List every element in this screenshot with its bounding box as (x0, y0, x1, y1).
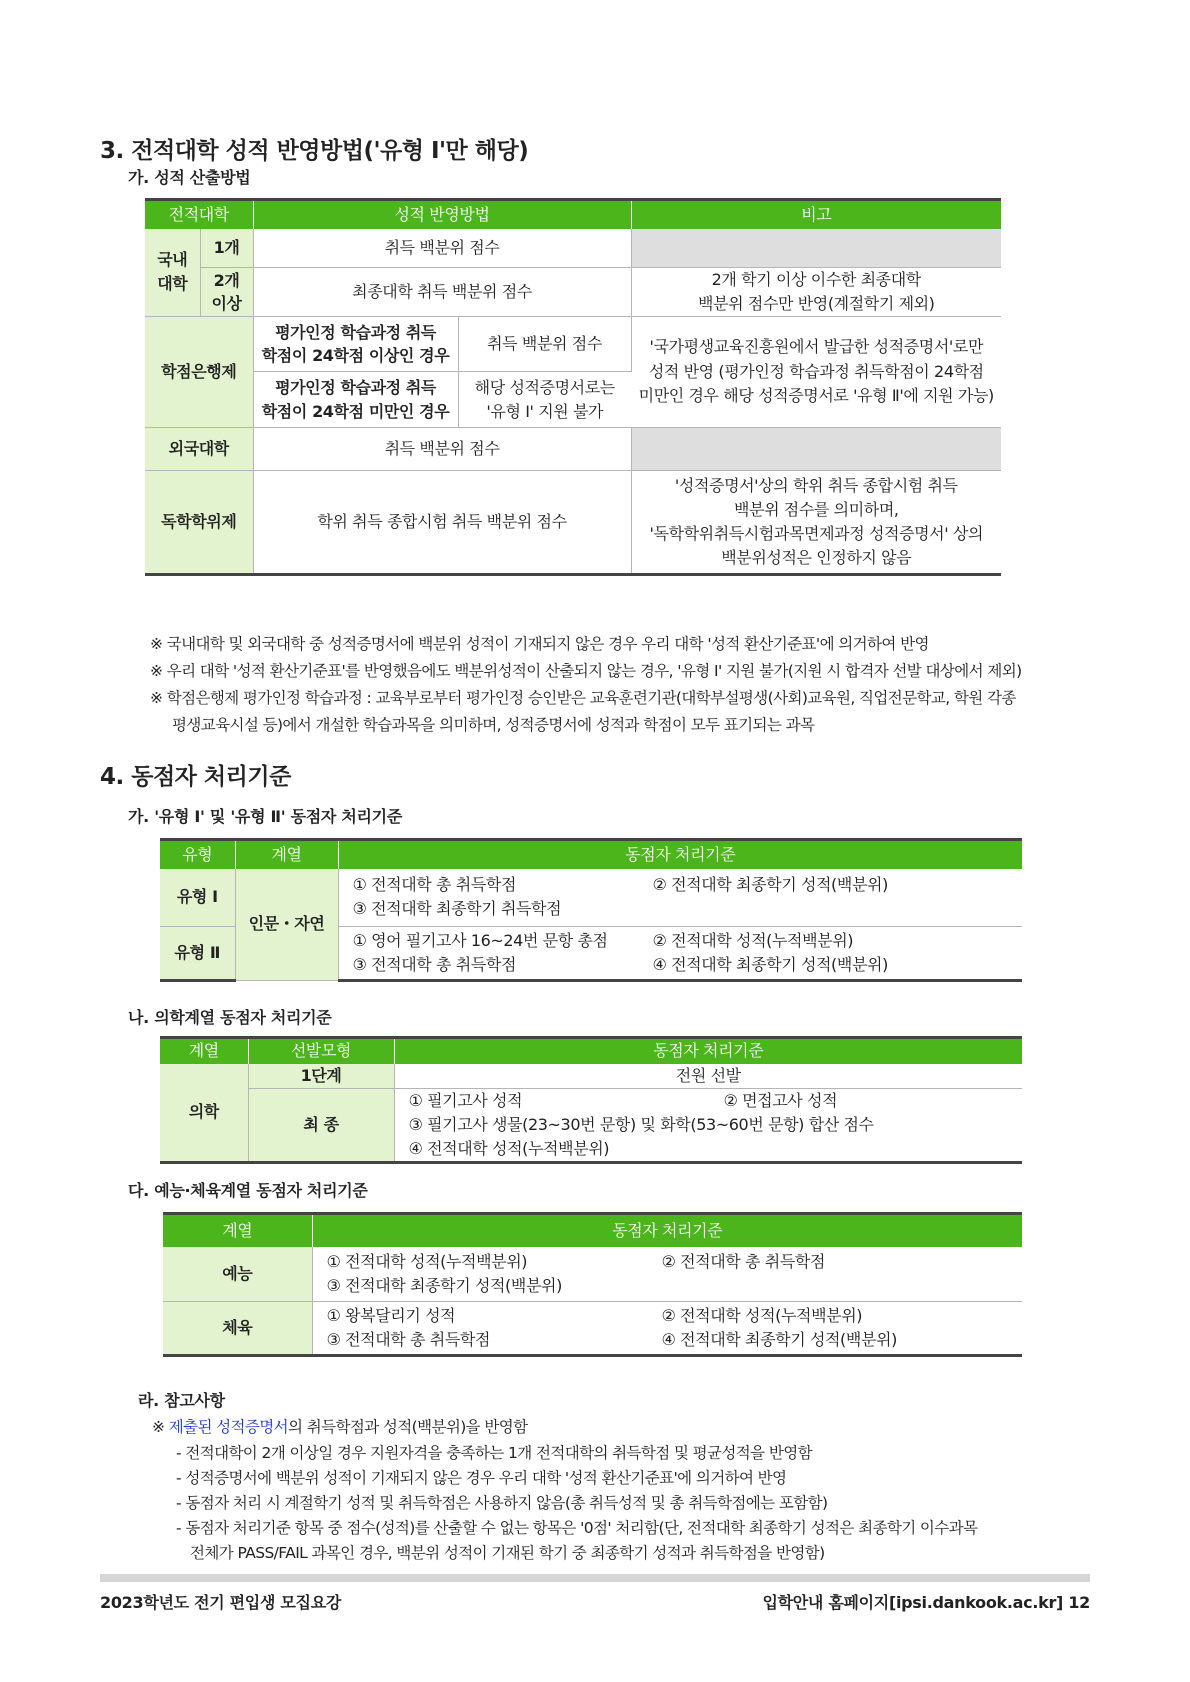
reference-rest: 의 취득학점과 성적(백분위)을 반영함 (288, 1418, 528, 1436)
stage1-rule: 전원 선발 (394, 1064, 1022, 1089)
credit-bank-cond-1: 평가인정 학습과정 취득 학점이 24학점 이상인 경우 (253, 317, 458, 372)
grade-method-table (145, 198, 1001, 576)
col-header-model: 선발모형 (248, 1038, 394, 1064)
col-header-field: 계열 (235, 840, 338, 869)
one-college-label: 1개 (200, 229, 253, 268)
sports-rules (312, 1302, 1022, 1356)
tie-break-medical-table (160, 1036, 1022, 1164)
reference-item-4: - 동점자 처리기준 항목 중 점수(성적)를 산출할 수 없는 항목은 '0점' 처리함(단, 전적대학 최종학기 성적은 최종학기 이수과목 (176, 1519, 978, 1537)
tie-break-type-table (160, 838, 1022, 982)
col-header-field: 계열 (160, 1038, 248, 1064)
reference-highlight: 제출된 성적증명서 (168, 1418, 289, 1436)
arts-rules (312, 1247, 1022, 1302)
footer-homepage[interactable]: 입학안내 홈페이지[ipsi.dankook.ac.kr] 12 (762, 1593, 1090, 1612)
section3-note-2: ※ 우리 대학 '성적 환산기준표'를 반영했음에도 백분위성적이 산출되지 않는 경우, '유형 Ⅰ' 지원 불가(지원 시 합격자 선발 대상에서 제외) (150, 662, 1022, 680)
arts-label: 예능 (163, 1247, 312, 1302)
reference-prefix: ※ (152, 1418, 169, 1436)
col-header-method: 성적 반영방법 (253, 200, 631, 229)
reference-intro (152, 1415, 528, 1437)
col-header-rule: 동점자 처리기준 (338, 840, 1022, 869)
col-header-type: 유형 (160, 840, 235, 869)
two-college-note: 2개 학기 이상 이수한 최종대학 백분위 점수만 반영(계절학기 제외) (631, 268, 1001, 317)
reference-item-3: - 동점자 처리 시 계절학기 성적 및 취득학점은 사용하지 않음(총 취득성적 및 총 취득학점에는 포함함) (176, 1494, 828, 1512)
footer-title: 2023학년도 전기 편입생 모집요강 (100, 1593, 342, 1612)
final-rule-1: ① 필기고사 성적 (408, 1091, 523, 1110)
section3-sub-a: 가. 성적 산출방법 (128, 168, 251, 187)
self-study-label: 독학학위제 (145, 471, 253, 575)
col-header-note: 비고 (631, 200, 1001, 229)
foreign-label: 외국대학 (145, 428, 253, 471)
section4-sub-d: 라. 참고사항 (138, 1391, 225, 1410)
sports-rule-4: ④ 전적대학 최종학기 성적(백분위) (661, 1330, 897, 1349)
type1-rules (338, 869, 1022, 927)
self-study-note: '성적증명서'상의 학위 취득 종합시험 취득 백분위 점수를 의미하며, '독학학위취득시험과목면제과정 성적증명서' 상의 백분위성적은 인정하지 않음 (631, 471, 1001, 575)
section4-sub-b: 나. 의학계열 동점자 처리기준 (128, 1008, 332, 1027)
col-header-rule: 동점자 처리기준 (394, 1038, 1022, 1064)
type2-rule-4: ④ 전적대학 최종학기 성적(백분위) (652, 955, 888, 974)
type2-rule-3: ③ 전적대학 총 취득학점 (352, 955, 517, 974)
section4-sub-c: 다. 예능·체육계열 동점자 처리기준 (128, 1181, 368, 1200)
final-rule-2: ② 면접고사 성적 (723, 1091, 838, 1110)
sports-rule-1: ① 왕복달리기 성적 (326, 1306, 456, 1325)
arts-rule-3: ③ 전적대학 최종학기 성적(백분위) (326, 1275, 562, 1295)
two-college-label: 2개 이상 (200, 268, 253, 317)
reference-item-5: 전체가 PASS/FAIL 과목인 경우, 백분위 성적이 기재된 학기 중 최종학기 성적과 취득학점을 반영함) (190, 1544, 825, 1562)
domestic-label: 국내 대학 (145, 229, 200, 317)
sports-rule-2: ② 전적대학 성적(누적백분위) (661, 1306, 863, 1325)
foreign-method: 취득 백분위 점수 (253, 428, 631, 471)
reference-item-2: - 성적증명서에 백분위 성적이 기재되지 않은 경우 우리 대학 '성적 환산기준표'에 의거하여 반영 (176, 1469, 787, 1487)
col-header-rule: 동점자 처리기준 (312, 1214, 1022, 1247)
section3-note-3: ※ 학점은행제 평가인정 학습과정 : 교육부로부터 평가인정 승인받은 교육훈련기관(대학부설평생(사회)교육원, 직업전문학교, 학원 각종 (150, 689, 1016, 707)
sports-rule-3: ③ 전적대학 총 취득학점 (326, 1330, 491, 1349)
footer-divider (100, 1574, 1090, 1582)
type1-rule-1: ① 전적대학 총 취득학점 (352, 875, 517, 895)
type1-rule-3: ③ 전적대학 최종학기 취득학점 (352, 899, 562, 919)
col-header-field: 계열 (163, 1214, 312, 1247)
type1-rule-2: ② 전적대학 최종학기 성적(백분위) (652, 875, 888, 895)
type2-rules (338, 927, 1022, 981)
credit-bank-method-2: 해당 성적증명서로는 '유형 Ⅰ' 지원 불가 (458, 372, 631, 428)
section3-note-4: 평생교육시설 등)에서 개설한 학습과목을 의미하며, 성적증명서에 성적과 학점이 모두 표기되는 과목 (172, 716, 815, 734)
section3-title: 3. 전적대학 성적 반영방법('유형 Ⅰ'만 해당) (100, 138, 529, 164)
reference-item-1: - 전적대학이 2개 이상일 경우 지원자격을 충족하는 1개 전적대학의 취득학점 및 평균성적을 반영함 (176, 1444, 812, 1462)
final-label: 최 종 (248, 1089, 394, 1163)
credit-bank-method-1: 취득 백분위 점수 (458, 317, 631, 372)
arts-rule-1: ① 전적대학 성적(누적백분위) (326, 1251, 528, 1271)
type2-rule-1: ① 영어 필기고사 16~24번 문항 총점 (352, 931, 608, 950)
tie-break-arts-table (163, 1212, 1022, 1357)
type2-label: 유형 Ⅱ (160, 927, 235, 981)
col-header-college: 전적대학 (145, 200, 253, 229)
stage1-label: 1단계 (248, 1064, 394, 1089)
section3-note-1: ※ 국내대학 및 외국대학 중 성적증명서에 백분위 성적이 기재되지 않은 경우 우리 대학 '성적 환산기준표'에 의거하여 반영 (150, 635, 929, 653)
medical-label: 의학 (160, 1064, 248, 1163)
type1-label: 유형 Ⅰ (160, 869, 235, 927)
type2-rule-2: ② 전적대학 성적(누적백분위) (652, 931, 854, 950)
section4-sub-a: 가. '유형 Ⅰ' 및 '유형 Ⅱ' 동점자 처리기준 (128, 807, 402, 826)
arts-rule-2: ② 전적대학 총 취득학점 (661, 1251, 826, 1271)
credit-bank-note: '국가평생교육진흥원에서 발급한 성적증명서'로만 성적 반영 (평가인정 학습과정 취득학점이 24학점 미만인 경우 해당 성적증명서로 '유형 Ⅱ'에 지원 가능) (631, 317, 1001, 428)
sports-label: 체육 (163, 1302, 312, 1356)
credit-bank-cond-2: 평가인정 학습과정 취득 학점이 24학점 미만인 경우 (253, 372, 458, 428)
final-rule-3: ③ 필기고사 생물(23~30번 문항) 및 화학(53~60번 문항) 합산 점수 (408, 1115, 874, 1134)
final-rules (394, 1089, 1022, 1163)
credit-bank-label: 학점은행제 (145, 317, 253, 428)
foreign-note (631, 428, 1001, 471)
two-college-method: 최종대학 취득 백분위 점수 (253, 268, 631, 317)
self-study-method: 학위 취득 종합시험 취득 백분위 점수 (253, 471, 631, 575)
final-rule-4: ④ 전적대학 성적(누적백분위) (408, 1139, 610, 1158)
one-college-method: 취득 백분위 점수 (253, 229, 631, 268)
field-label: 인문・자연 (235, 869, 338, 981)
section4-title: 4. 동점자 처리기준 (100, 764, 291, 790)
one-college-note (631, 229, 1001, 268)
